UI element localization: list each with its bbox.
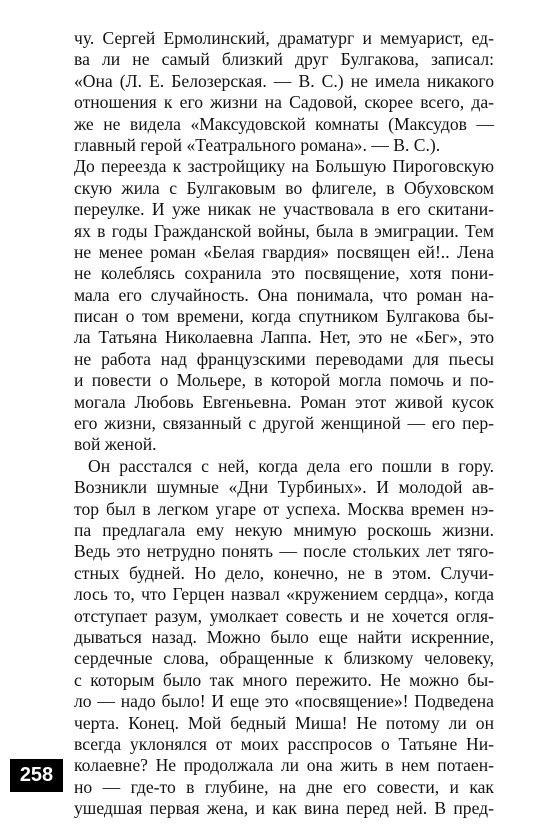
text-line: тор был в легком угаре от успеха. Москва времен нэ- bbox=[74, 498, 494, 519]
text-line: колаевне? Не продолжала ли она жить в нем потаен- bbox=[74, 755, 494, 776]
text-line: переулке. И уже никак не участвовала в его скитани- bbox=[74, 199, 494, 220]
text-line: скую жила с Булгаковым во флигеле, в Обуховском bbox=[74, 177, 494, 198]
text-line: сердечные слова, обращенные к близкому человеку, bbox=[74, 648, 494, 669]
text-line: не менее роман «Белая гвардия» посвящен ей!.. Лена bbox=[74, 241, 494, 262]
text-line: Он расстался с ней, когда дела его пошли в гору. bbox=[88, 455, 494, 476]
text-line: ла Татьяна Николаевна Лаппа. Нет, это не «Бег», это bbox=[74, 327, 494, 348]
text-line: Ведь это нетрудно понять — после стольких лет тяго- bbox=[74, 541, 494, 562]
text-line: и повести о Мольере, в которой могла помочь и по- bbox=[74, 370, 494, 391]
text-line: не работа над французскими переводами для пьесы bbox=[74, 348, 494, 369]
text-line: вой женой. bbox=[74, 434, 157, 455]
text-line: но — где-то в глубине, на дне его совести, и как bbox=[74, 776, 494, 797]
text-line: До переезда к застройщику на Большую Пироговскую bbox=[74, 156, 494, 177]
text-line: отступает разум, умолкает совесть и не хочется огля- bbox=[74, 605, 494, 626]
text-line: лось то, что Герцен назвал «кружением сердца», когда bbox=[74, 584, 494, 605]
text-line: Возникли шумные «Дни Турбиных». И молодой ав- bbox=[74, 477, 494, 498]
text-line: ло — надо было! И еще это «посвящение»! Подведена bbox=[74, 691, 494, 712]
text-line: дываться назад. Можно было еще найти искренние, bbox=[74, 626, 494, 647]
page-number-badge: 258 bbox=[10, 759, 63, 792]
text-line: писан о том времени, когда спутником Булгакова бы- bbox=[74, 306, 494, 327]
text-line: с которым было так много пережито. Не можно бы- bbox=[74, 669, 494, 690]
text-line: черта. Конец. Мой бедный Миша! Не потому ли он bbox=[74, 712, 494, 733]
text-line: главный герой «Театрального романа». — В. С.). bbox=[74, 134, 441, 155]
text-line: ушедшая первая жена, и как вина перед ней. В пред- bbox=[74, 798, 494, 819]
text-line: ях в годы Гражданской войны, была в эмиграции. Тем bbox=[74, 220, 494, 241]
text-line: мала его случайность. Она понимала, что роман на- bbox=[74, 284, 494, 305]
text-line: могала Любовь Евгеньевна. Роман этот живой кусок bbox=[74, 391, 494, 412]
text-line: же не видела «Максудовской комнаты (Максудов — bbox=[74, 113, 494, 134]
text-line: не колеблясь сохранила это посвящение, хотя пони- bbox=[74, 263, 494, 284]
text-line: ва ли не самый близкий друг Булгакова, записал: bbox=[74, 49, 494, 70]
text-column bbox=[74, 28, 494, 819]
text-line: па предлагала ему некую мнимую роскошь жизни. bbox=[74, 519, 494, 540]
text-line: стных будней. Но дело, конечно, не в этом. Случи- bbox=[74, 562, 494, 583]
text-line: всегда уклонялся от моих расспросов о Татьяне Ни- bbox=[74, 733, 494, 754]
text-line: «Она (Л. Е. Белозерская. — В. С.) не имела никакого bbox=[74, 70, 494, 91]
text-line: чу. Сергей Ермолинский, драматург и мемуарист, ед- bbox=[74, 28, 494, 48]
text-line: отношения к его жизни на Садовой, скорее всего, да- bbox=[74, 92, 494, 113]
text-line: его жизни, связанный с другой женщиной — его пер- bbox=[74, 413, 494, 434]
